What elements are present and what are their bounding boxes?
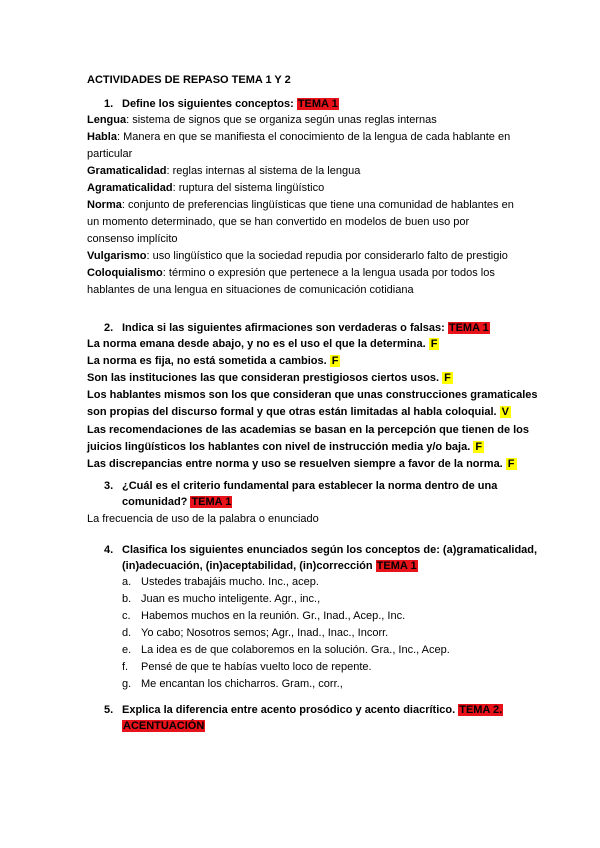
definition-term: Gramaticalidad <box>87 165 167 177</box>
definition-term: Norma <box>87 199 122 211</box>
definition-term: Agramaticalidad <box>87 182 173 194</box>
answer-badge: F <box>430 338 438 350</box>
definition-text: : sistema de signos que se organiza según unas reglas internas <box>126 114 437 126</box>
q5-text: Explica la diferencia entre acento prosódico y acento diacrítico. <box>122 704 459 716</box>
item-letter: a. <box>122 576 132 588</box>
definition-text: hablantes de una lengua en situaciones de comunicación cotidiana <box>87 284 414 296</box>
q2-heading <box>122 320 490 336</box>
q2-text: Indica si las siguientes afirmaciones son verdaderas o falsas: <box>122 322 448 334</box>
item-letter: f. <box>122 661 129 673</box>
statement-text: son propias del discurso formal y que otras están limitadas al habla coloquial. <box>87 406 500 418</box>
definition-text: : ruptura del sistema lingüístico <box>172 182 325 194</box>
definition-line <box>87 282 414 298</box>
answer-badge: F <box>331 355 339 367</box>
definition-line <box>87 231 178 247</box>
definition-text: : término o expresión que pertenece a la lengua usada por todos los <box>162 267 495 279</box>
statement-text: Las discrepancias entre norma y uso se resuelven siempre a favor de la norma. <box>87 458 506 470</box>
q5-number: 5. <box>104 704 114 716</box>
definition-term: Habla <box>87 131 117 143</box>
item-text: La idea es de que colaboremos en la solución. Gra., Inc., Acep. <box>141 644 450 656</box>
answer-badge: F <box>444 372 451 384</box>
item-letter: e. <box>122 644 132 656</box>
definition-line <box>87 214 469 230</box>
answer-badge: F <box>475 441 483 453</box>
q5-tag1: TEMA 2. <box>459 704 503 716</box>
definition-line <box>87 146 132 162</box>
q5-line2 <box>122 718 205 734</box>
definition-text: particular <box>87 148 133 160</box>
definition-line <box>87 163 360 179</box>
q1-heading <box>122 96 339 112</box>
definition-text: consenso implícito <box>87 233 178 245</box>
q3-text: comunidad? <box>122 496 191 508</box>
item-letter: b. <box>122 593 132 605</box>
answer-badge: V <box>501 406 509 418</box>
statement-line <box>87 456 517 472</box>
item-text: Me encantan los chicharros. Gram., corr., <box>141 678 343 690</box>
definition-text: : Manera en que se manifiesta el conocimiento de la lengua de cada hablante en <box>116 131 511 143</box>
definition-text: un momento determinado, que se han convertido en modelos de buen uso por <box>87 216 470 228</box>
q1-number: 1. <box>104 98 114 110</box>
definition-term: Coloquialismo <box>87 267 163 279</box>
statement-line <box>87 353 340 369</box>
q4-line2 <box>122 558 418 574</box>
statement-text: La norma es fija, no está sometida a cambios. <box>87 355 330 367</box>
q2-tag: TEMA 1 <box>448 322 489 334</box>
statement-line <box>87 439 484 455</box>
definition-line <box>87 180 324 196</box>
item-letter: c. <box>122 610 131 622</box>
q5-tag2: ACENTUACIÓN <box>123 720 205 732</box>
definition-term: Vulgarismo <box>87 250 147 262</box>
definition-line <box>87 265 495 281</box>
q5-heading <box>122 702 503 718</box>
definition-text: : conjunto de preferencias lingüísticas que tiene una comunidad de hablantes en <box>121 199 514 211</box>
item-text: Habemos muchos en la reunión. Gr., Inad., Acep., Inc. <box>141 610 406 622</box>
statement-line <box>87 404 511 420</box>
statement-line <box>87 370 453 386</box>
item-text: Pensé de que te habías vuelto loco de repente. <box>141 661 372 673</box>
answer-badge: F <box>507 458 515 470</box>
statement-text: Los hablantes mismos son los que consideran que unas construcciones gramaticales <box>87 389 538 401</box>
item-text: Yo cabo; Nosotros semos; Agr., Inad., Inac., Incorr. <box>141 627 389 639</box>
item-letter: g. <box>122 678 132 690</box>
statement-line <box>87 387 538 403</box>
q3-answer: La frecuencia de uso de la palabra o enunciado <box>87 513 319 525</box>
q4-text: (in)adecuación, (in)aceptabilidad, (in)corrección <box>122 560 376 572</box>
definition-line <box>87 129 510 145</box>
q2-number: 2. <box>104 322 114 334</box>
q4-number: 4. <box>104 544 114 556</box>
q1-text: Define los siguientes conceptos: <box>122 98 297 110</box>
definition-line <box>87 197 514 213</box>
q1-tag: TEMA 1 <box>297 98 338 110</box>
definition-text: : reglas internas al sistema de la lengua <box>166 165 361 177</box>
q3-number: 3. <box>104 480 114 492</box>
q3-line1: ¿Cuál es el criterio fundamental para establecer la norma dentro de una <box>122 480 498 492</box>
q4-tag: TEMA 1 <box>376 560 417 572</box>
statement-text: Son las instituciones las que consideran prestigiosos ciertos usos. <box>87 372 443 384</box>
statement-text: Las recomendaciones de las academias se basan en la percepción que tienen de los <box>87 424 530 436</box>
statement-text: La norma emana desde abajo, y no es el uso el que la determina. <box>87 338 429 350</box>
item-text: Juan es mucho inteligente. Agr., inc., <box>141 593 321 605</box>
q3-line2 <box>122 494 232 510</box>
q4-line1: Clasifica los siguientes enunciados según los conceptos de: (a)gramaticalidad, <box>122 544 538 556</box>
q3-tag: TEMA 1 <box>191 496 232 508</box>
doc-title: ACTIVIDADES DE REPASO TEMA 1 Y 2 <box>87 74 291 86</box>
definition-line <box>87 248 508 264</box>
item-letter: d. <box>122 627 132 639</box>
statement-text: juicios lingüísticos los hablantes con nivel de instrucción media y/o baja. <box>87 441 474 453</box>
statement-line <box>87 336 439 352</box>
definition-line <box>87 112 437 128</box>
definition-text: : uso lingüístico que la sociedad repudia por considerarlo falto de prestigio <box>146 250 508 262</box>
statement-line <box>87 422 529 438</box>
definition-term: Lengua <box>87 114 127 126</box>
item-text: Ustedes trabajáis mucho. Inc., acep. <box>141 576 319 588</box>
